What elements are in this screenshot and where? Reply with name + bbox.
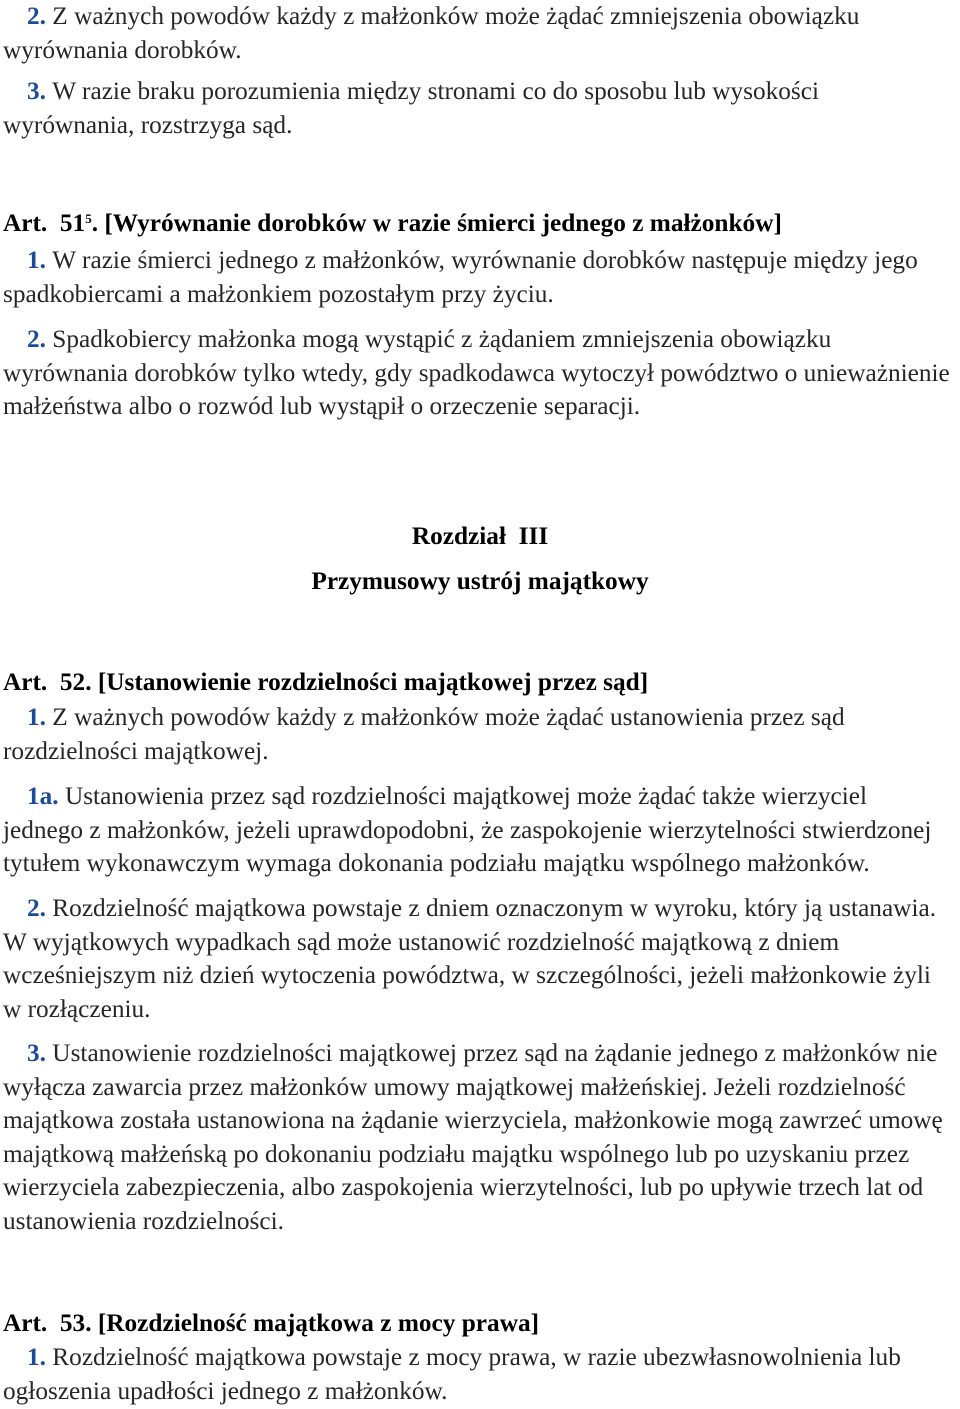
article-number: 51	[59, 209, 86, 238]
paragraph-line: małżeństwa albo o rozwód lub wystąpił o orzeczenie separacji.	[3, 392, 641, 421]
paragraph-first-line	[0, 1341, 960, 1375]
article-title: [Wyrównanie dorobków w razie śmierci jednego z małżonków]	[104, 209, 782, 238]
paragraph	[0, 1037, 960, 1239]
paragraph-line: wierzyciela zabezpieczenia, albo zaspokojenia wierzytelności, lub po upływie trzech lat od	[3, 1173, 924, 1202]
paragraph-line: rozdzielności majątkowej.	[3, 736, 269, 765]
article-title: [Rozdzielność majątkowa z mocy prawa]	[97, 1308, 540, 1337]
paragraph-number: 3.	[27, 1038, 46, 1067]
article-heading	[0, 1307, 960, 1341]
article-label: Art.	[3, 1308, 48, 1337]
paragraph-line: w rozłączeniu.	[3, 994, 151, 1023]
paragraph-text: Ustanowienia przez sąd rozdzielności majątkowej może żądać także wierzyciel	[64, 782, 868, 811]
paragraph	[0, 0, 960, 67]
paragraph	[0, 1341, 960, 1408]
paragraph-text: Spadkobiercy małżonka mogą wystąpić z żądaniem zmniejszenia obowiązku	[52, 325, 832, 354]
paragraph-text: Rozdzielność majątkowa powstaje z mocy prawa, w razie ubezwłasnowolnienia lub	[52, 1342, 901, 1371]
paragraph-line: W wyjątkowych wypadkach sąd może ustanowić rozdzielność majątkową z dniem	[3, 927, 840, 956]
paragraph-text: Rozdzielność majątkowa powstaje z dniem oznaczonym w wyroku, który ją ustanawia.	[52, 894, 937, 923]
paragraph-number: 3.	[27, 77, 46, 106]
paragraph	[0, 244, 960, 311]
paragraph-line: jednego z małżonków, jeżeli uprawdopodobni, że zaspokojenie wierzytelności stwierdzonej	[3, 815, 932, 844]
paragraph-line: majątkowa została ustanowiona na żądanie wierzyciela, małżonkowie mogą zawrzeć umowę	[3, 1106, 943, 1135]
paragraph-line: wcześniejszym niż dzień wytoczenia powództwa, w szczególności, jeżeli małżonkowie żyli	[3, 961, 931, 990]
article-number-suffix: .	[91, 209, 99, 238]
paragraph-number: 2.	[27, 2, 46, 30]
chapter-title: Przymusowy ustrój majątkowy	[311, 567, 649, 596]
paragraph-line: tytułem wykonawczym wymaga dokonania podziału majątku wspólnego małżonków.	[3, 849, 870, 878]
paragraph-first-line	[0, 0, 960, 34]
paragraph	[0, 892, 960, 1026]
paragraph	[0, 323, 960, 424]
paragraph-number: 2.	[27, 325, 46, 354]
article-number-superscript: 5	[85, 211, 92, 227]
article-number: 52.	[59, 668, 92, 697]
article-number: 53.	[59, 1308, 92, 1337]
chapter-number: III	[518, 522, 549, 551]
paragraph-first-line	[0, 323, 960, 357]
article-label: Art.	[3, 209, 48, 238]
article-label: Art.	[3, 668, 48, 697]
paragraph-first-line	[0, 780, 960, 814]
paragraph-number: 2.	[27, 894, 46, 923]
paragraph-line: wyrównania, rozstrzyga sąd.	[3, 110, 293, 139]
paragraph-line: wyłącza zawarcia przez małżonków umowy majątkowej małżeńskiej. Jeżeli rozdzielność	[3, 1072, 906, 1101]
paragraph-number: 1a.	[27, 782, 59, 811]
paragraph-line: wyrównania dorobków tylko wtedy, gdy spadkodawca wytoczył powództwo o unieważnienie	[3, 358, 950, 387]
paragraph-text: W razie śmierci jednego z małżonków, wyrównanie dorobków następuje między jego	[52, 246, 918, 275]
chapter-label: Rozdział	[411, 522, 506, 551]
paragraph-number: 1.	[27, 1342, 46, 1371]
paragraph	[0, 75, 960, 142]
paragraph-first-line	[0, 701, 960, 735]
paragraph-first-line	[0, 75, 960, 109]
paragraph-first-line	[0, 892, 960, 926]
chapter-heading	[0, 520, 960, 554]
paragraph-line: ustanowienia rozdzielności.	[3, 1206, 284, 1235]
paragraph-text: Ustanowienie rozdzielności majątkowej przez sąd na żądanie jednego z małżonków nie	[52, 1038, 938, 1067]
paragraph-text: W razie braku porozumienia między stronami co do sposobu lub wysokości	[52, 77, 819, 106]
paragraph-text: Z ważnych powodów każdy z małżonków może żądać zmniejszenia obowiązku	[52, 2, 860, 30]
paragraph-number: 1.	[27, 246, 46, 275]
paragraph-line: wyrównania dorobków.	[3, 35, 242, 64]
paragraph-line: spadkobiercami a małżonkiem pozostałym przy życiu.	[3, 279, 554, 308]
paragraph-text: Z ważnych powodów każdy z małżonków może żądać ustanowienia przez sąd	[52, 703, 845, 732]
paragraph-line: majątkową małżeńską po dokonaniu podziału majątku wspólnego lub po uzyskaniu przez	[3, 1139, 910, 1168]
article-title: [Ustanowienie rozdzielności majątkowej przez sąd]	[97, 668, 649, 697]
paragraph	[0, 780, 960, 881]
paragraph-number: 1.	[27, 703, 46, 732]
paragraph	[0, 701, 960, 768]
paragraph-line: ogłoszenia upadłości jednego z małżonków.	[3, 1376, 448, 1405]
article-heading	[0, 666, 960, 700]
paragraph-first-line	[0, 1037, 960, 1071]
article-heading	[0, 207, 960, 241]
paragraph-first-line	[0, 244, 960, 278]
